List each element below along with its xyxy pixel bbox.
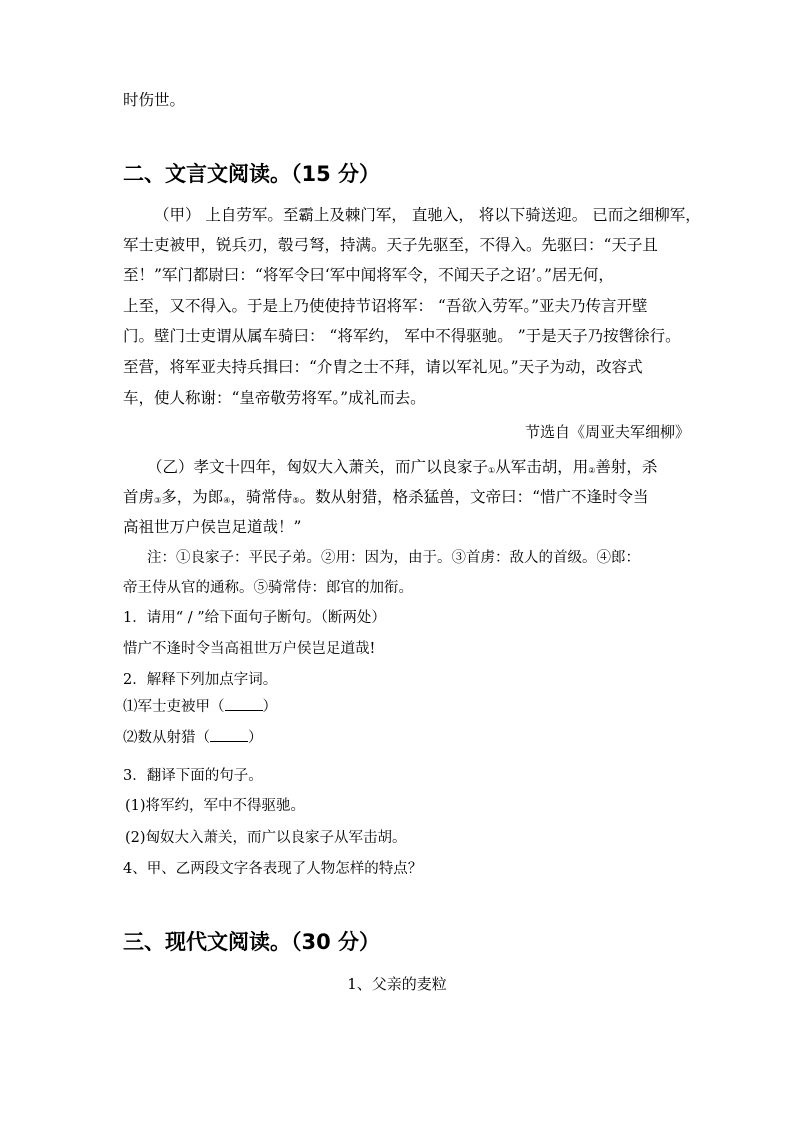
jia-line-6: 至营，将军亚夫持兵揖曰：“介胄之士不拜，请以军礼见。”天子为动，改容式 (123, 358, 643, 376)
footnote-marker: ② (588, 466, 596, 475)
top-line-text: 时伤世。 (123, 91, 186, 109)
footnote-marker: ③ (154, 496, 162, 505)
yi-text: ，骑常侍 (230, 488, 293, 506)
yi-line-2 (123, 487, 649, 510)
yi-text: 。数从射猎，格杀猛兽，文帝曰：“惜广不逢时令当 (299, 488, 649, 506)
footnote-marker: ① (488, 466, 496, 475)
footnote-marker: ⑤ (292, 496, 300, 505)
jia-line-5: 门。壁门士吏谓从属车骑曰： “将军约， 军中不得驱驰。 ”于是天子乃按辔徐行。 (123, 327, 681, 345)
answer-blank[interactable] (225, 696, 263, 711)
yi-text: 多，为郎 (161, 488, 224, 506)
question-2: 2．解释下列加点字词。 (123, 672, 278, 688)
answer-blank[interactable] (210, 727, 248, 742)
q2-1-close: ） (262, 699, 277, 715)
footnote-marker: ④ (223, 496, 231, 505)
section3-title: 三、现代文阅读。（30 分） (123, 930, 381, 954)
question-3-item-2: (2)匈奴大入萧关，而广以良家子从军击胡。 (125, 830, 407, 846)
note-line-1: 注：①良家子：平民子弟。②用：因为，由于。③首虏：敌人的首级。④郎： (147, 550, 640, 566)
note-line-2: 帝王侍从官的通称。⑤骑常侍：郎官的加衔。 (123, 580, 413, 596)
question-2-item-1 (123, 696, 277, 717)
yi-line-1 (147, 457, 657, 480)
yi-text: （乙）孝文十四年，匈奴大入萧关，而广以良家子 (147, 458, 489, 476)
question-1-sentence: 惜广不逢时令当高祖世万户侯岂足道哉! (123, 641, 376, 657)
question-3-item-1: (1)将军约，军中不得驱驰。 (125, 798, 306, 814)
jia-line-7: 车，使人称谢：“皇帝敬劳将军。”成礼而去。 (123, 389, 426, 407)
question-1: 1．请用“ / ”给下面句子断句。（断两处） (123, 610, 386, 626)
yi-text: 首虏 (123, 488, 155, 506)
q2-1-text: ⑴军士吏被甲（ (123, 699, 225, 715)
question-2-item-2 (123, 727, 263, 748)
yi-text: 善射，杀 (595, 458, 658, 476)
yi-text: 从军击胡，用 (495, 458, 589, 476)
section2-title: 二、文言文阅读。（15 分） (123, 162, 381, 186)
yi-line-3: 高祖世万户侯岂足道哉！” (123, 518, 302, 536)
jia-line-4: 上至，又不得入。于是上乃使使持节诏将军： “吾欲入劳军。”亚夫乃传言开壁 (123, 297, 648, 315)
jia-line-1: （甲） 上自劳军。至霸上及棘门军， 直驰入， 将以下骑送迎。 已而之细柳军， (154, 206, 701, 224)
q2-2-text: ⑵数从射猎（ (123, 730, 210, 746)
q2-2-close: ） (248, 730, 263, 746)
source-citation: 节选自《周亚夫军细柳》 (524, 423, 690, 441)
question-3: 3．翻译下面的句子。 (123, 768, 263, 784)
jia-line-2: 军士吏被甲，锐兵刃，彀弓弩，持满。天子先驱至，不得入。先驱曰：“天子且 (123, 236, 658, 254)
section3-subtitle: 1、父亲的麦粒 (347, 975, 447, 993)
jia-line-3: 至！”军门都尉曰：“将军令曰‘军中闻将军令，不闻天子之诏’。”居无何， (123, 266, 614, 284)
question-4: 4、甲、乙两段文字各表现了人物怎样的特点？ (123, 861, 423, 877)
